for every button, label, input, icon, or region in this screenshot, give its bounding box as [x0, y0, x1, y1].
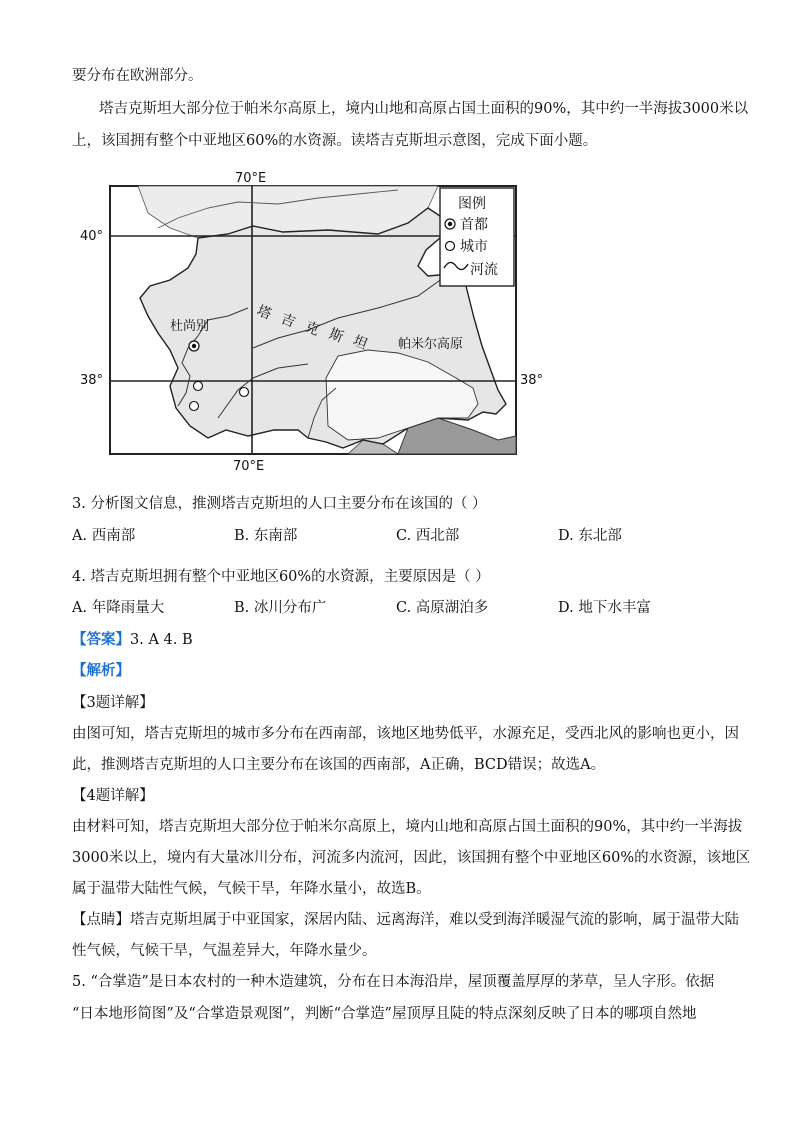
tajikistan-map [78, 168, 548, 478]
capital-label: 杜尚别 [170, 319, 210, 334]
paragraph-continuation: 要分布在欧洲部分。 [72, 68, 203, 84]
detail-3-heading: 【3题详解】 [72, 695, 154, 711]
q3-option-b: B. 东南部 [234, 528, 298, 544]
legend-river: 河流 [470, 262, 498, 278]
detail-3-line-1: 由图可知，塔吉克斯坦的城市多分布在西南部，该地区地势低平，水源充足，受西北风的影响也更小，因 [72, 726, 739, 742]
note-tag: 【点睛】 [72, 912, 130, 928]
question-4-stem: 4. 塔吉克斯坦拥有整个中亚地区60%的水资源，主要原因是（ ） [72, 569, 490, 585]
plateau-label: 帕米尔高原 [398, 337, 464, 352]
country-name-char: 克 [302, 318, 322, 339]
country-name-char: 斯 [326, 325, 346, 346]
latitude-label-38-right: 38° [520, 373, 544, 388]
material-paragraph-line-1: 塔吉克斯坦大部分位于帕米尔高原上，境内山地和高原占国土面积的90%，其中约一半海拔3000米以 [99, 101, 749, 117]
detail-3-line-2: 此，推测塔吉克斯坦的人口主要分布在该国的西南部，A正确，BCD错误；故选A。 [72, 757, 606, 773]
note-line-1 [72, 910, 739, 930]
latitude-label-38-left: 38° [80, 373, 104, 388]
answer-text: 3. A 4. B [130, 632, 193, 648]
country-name-char: 吉 [278, 310, 298, 331]
country-name-char: 塔 [254, 302, 274, 323]
q3-option-a: A. 西南部 [72, 528, 136, 544]
detail-4-line-2: 3000米以上，境内有大量冰川分布，河流多内流河，因此，该国拥有整个中亚地区60%的水资源，该地区 [72, 850, 751, 866]
country-name-char: 坦 [350, 332, 370, 353]
city-symbol-icon [446, 242, 455, 251]
city-marker-icon [240, 388, 249, 397]
q4-option-d: D. 地下水丰富 [558, 600, 651, 616]
city-marker-icon [190, 402, 199, 411]
question-5-line-1: 5. “合掌造”是日本农村的一种木造建筑，分布在日本海沿岸，屋顶覆盖厚厚的茅草，呈人字形。依据 [72, 974, 715, 990]
material-paragraph-line-2: 上，该国拥有整个中亚地区60%的水资源。读塔吉克斯坦示意图，完成下面小题。 [72, 133, 598, 149]
latitude-label-40: 40° [80, 229, 104, 244]
q4-option-b: B. 冰川分布广 [234, 600, 327, 616]
q4-option-c: C. 高原湖泊多 [396, 600, 489, 616]
q4-option-a: A. 年降雨量大 [72, 600, 165, 616]
note-text-1: 塔吉克斯坦属于中亚国家，深居内陆、远离海洋，难以受到海洋暖湿气流的影响，属于温带大陆 [130, 912, 739, 928]
q3-option-c: C. 西北部 [396, 528, 460, 544]
longitude-label-top: 70°E [235, 171, 267, 186]
detail-4-line-3: 属于温带大陆性气候，气候干旱，年降水量小，故选B。 [72, 881, 431, 897]
note-line-2: 性气候，气候干旱，气温差异大，年降水量少。 [72, 943, 377, 959]
detail-4-line-1: 由材料可知，塔吉克斯坦大部分位于帕米尔高原上，境内山地和高原占国土面积的90%，其中约一半海拔 [72, 819, 743, 835]
question-3-stem: 3. 分析图文信息，推测塔吉克斯坦的人口主要分布在该国的（ ） [72, 496, 487, 512]
analysis-tag: 【解析】 [72, 662, 130, 679]
detail-4-heading: 【4题详解】 [72, 788, 154, 804]
longitude-label-bottom: 70°E [233, 459, 265, 474]
analysis-line [72, 661, 130, 681]
legend-capital: 首都 [460, 217, 488, 233]
answer-tag: 【答案】 [72, 631, 130, 648]
q3-option-d: D. 东北部 [558, 528, 622, 544]
legend-title: 图例 [458, 196, 486, 212]
city-marker-icon [194, 382, 203, 391]
answer-line [72, 630, 193, 650]
question-5-line-2: “日本地形简图”及“合掌造景观图”，判断“合掌造”屋顶厚且陡的特点深刻反映了日本的哪项自然地 [72, 1006, 697, 1022]
legend-city: 城市 [460, 239, 488, 255]
